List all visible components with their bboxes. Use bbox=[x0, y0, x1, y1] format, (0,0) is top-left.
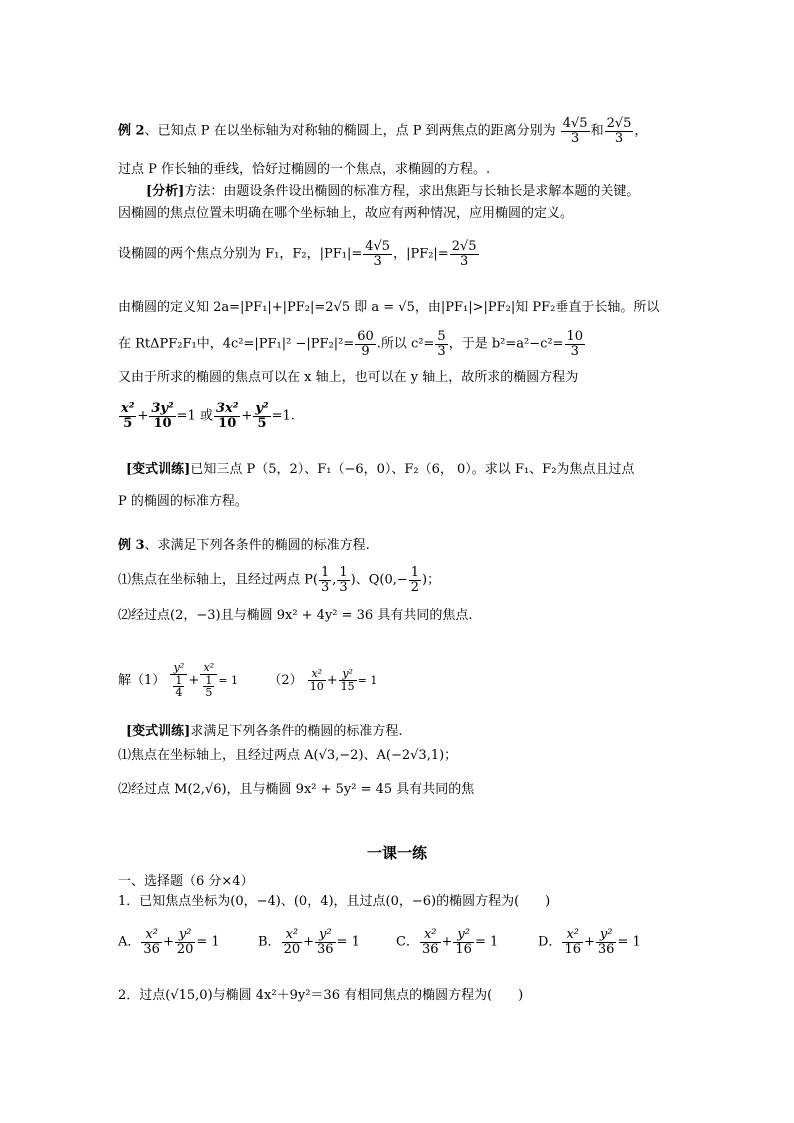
sol-a: 解（1） bbox=[118, 672, 166, 688]
den: 36 bbox=[597, 941, 615, 957]
num: x² bbox=[308, 668, 326, 681]
num: 4√5 bbox=[562, 116, 588, 131]
ex2-line2: 过点 P 作长轴的垂线，恰好过椭圆的一个焦点，求椭圆的方程。. bbox=[118, 162, 491, 177]
eq1: = 1 bbox=[617, 934, 641, 950]
den: 3 bbox=[339, 579, 348, 595]
frac-1-3b bbox=[337, 566, 349, 594]
num: 2√5 bbox=[606, 116, 632, 131]
option-b[interactable]: B． $\frac{\text{x²}}{20}$ + $\frac{\text{y²}}{36}$ = 1 bbox=[258, 927, 360, 957]
rt-b: .所以 c²= bbox=[376, 336, 435, 352]
also-line: 又由于所求的椭圆的焦点可以在 x 轴上，也可以在 y 轴上，故所求的椭圆方程为 bbox=[118, 370, 579, 385]
set-foci-line bbox=[118, 240, 480, 268]
den: 3 bbox=[570, 343, 579, 359]
num: 60 bbox=[357, 329, 374, 344]
ellipse-equations: $\frac{\text{x²}}{5}$ + $\frac{\text{3y²}}{10}$ =1 或 $\frac{\text{3x²}}{10}$ + $\frac{\text{y²}}{5}$ =1. bbox=[121, 401, 295, 431]
pf2-frac bbox=[450, 240, 479, 268]
num: y² bbox=[339, 668, 357, 681]
num: x² bbox=[420, 928, 441, 943]
den: 16 bbox=[455, 941, 472, 957]
frac-y2 bbox=[453, 928, 474, 956]
sol2-frac-x2 bbox=[308, 668, 326, 692]
num: x² bbox=[141, 928, 162, 943]
num: 3y² bbox=[151, 401, 174, 416]
set-mid: ，|PF₂|= bbox=[393, 246, 449, 262]
analysis-line2: 因椭圆的焦点位置未明确在哪个坐标轴上，故应有两种情况，应用椭圆的定义。 bbox=[118, 206, 574, 221]
option-label: A． bbox=[118, 934, 141, 950]
den: 10 bbox=[218, 415, 237, 431]
sol1-frac-y2 bbox=[170, 662, 187, 699]
frac-x2 bbox=[282, 928, 303, 956]
frac-10-3 bbox=[565, 330, 586, 358]
den: 16 bbox=[564, 941, 581, 957]
den: 3 bbox=[614, 130, 624, 146]
option-label: B． bbox=[258, 934, 281, 950]
variant2-condition2: ⑵经过点 M(2,√6)，且与椭圆 9x² + 5y² = 45 具有共同的焦 bbox=[118, 782, 475, 797]
analysis-tag: [分析] bbox=[146, 184, 185, 199]
den bbox=[200, 675, 217, 699]
den: 5 bbox=[257, 415, 267, 431]
ex2-frac1 bbox=[561, 117, 590, 145]
den: 3 bbox=[437, 343, 446, 359]
frac-y2 bbox=[175, 928, 196, 956]
eq1: = 1 bbox=[336, 934, 360, 950]
ex2-line1 bbox=[118, 117, 647, 145]
den bbox=[170, 675, 187, 699]
den: 15 bbox=[340, 679, 355, 693]
eq1: = 1 bbox=[218, 673, 239, 687]
den: 2 bbox=[410, 579, 420, 595]
den: 5 bbox=[123, 415, 133, 431]
definition-line: 由椭圆的定义知 2a=|PF₁|+|PF₂|=2√5 即 a = √5，由|PF₁|>|PF₂|知 PF₂垂直于长轴。所以 bbox=[118, 300, 660, 315]
option-label: D． bbox=[538, 934, 562, 950]
frac-1-2 bbox=[409, 566, 421, 594]
num: y² bbox=[170, 662, 187, 675]
ex3-line1 bbox=[118, 536, 370, 556]
den: 5 bbox=[205, 686, 213, 700]
rt-line bbox=[118, 330, 586, 358]
and: 和 bbox=[590, 123, 604, 139]
option-label: C． bbox=[396, 934, 419, 950]
num: y² bbox=[596, 928, 617, 943]
den: 20 bbox=[283, 941, 301, 957]
practice-section: 一、选择题（6 分×4） bbox=[118, 874, 254, 889]
variant1-tag: [变式训练] bbox=[126, 462, 191, 477]
num: 10 bbox=[566, 329, 584, 344]
num: 1 bbox=[410, 565, 420, 580]
den: 3 bbox=[459, 253, 469, 269]
ex3-condition2: ⑵经过点(2，−3)且与椭圆 9x² + 4y² = 36 具有共同的焦点. bbox=[118, 608, 473, 623]
frac-60-9 bbox=[355, 330, 376, 358]
sol-b: （2） bbox=[268, 672, 303, 688]
num: y² bbox=[255, 401, 269, 416]
frac-x2 bbox=[141, 928, 162, 956]
variant2-line bbox=[126, 722, 402, 742]
sol2-frac-y2 bbox=[339, 668, 357, 692]
num: 1 bbox=[339, 565, 348, 580]
analysis-text: 方法：由题设条件设出椭圆的标准方程，求出焦距与长轴长是求解本题的关键。 bbox=[184, 184, 640, 199]
frac-5-3 bbox=[435, 330, 447, 358]
eq-end: =1. bbox=[271, 408, 295, 424]
den: 10 bbox=[309, 679, 324, 693]
eq-frac-y2-5 bbox=[253, 402, 270, 430]
variant1-text: 已知三点 P（5，2）、F₁（−6，0）、F₂（6， 0）。求以 F₁、F₂为焦点且过点 bbox=[190, 462, 635, 477]
num: y² bbox=[453, 928, 474, 943]
comma: ， bbox=[634, 123, 648, 139]
frac-x2 bbox=[420, 928, 441, 956]
den: 36 bbox=[421, 941, 439, 957]
practice-title: 一课一练 bbox=[366, 844, 427, 862]
den: 10 bbox=[153, 415, 172, 431]
den: 3 bbox=[320, 579, 330, 595]
frac-1-5 bbox=[203, 675, 214, 699]
eq-frac-3y2-10 bbox=[149, 402, 175, 430]
analysis-line1 bbox=[146, 182, 639, 202]
num: x² bbox=[121, 401, 135, 416]
variant2-text: 求满足下列各条件的椭圆的标准方程. bbox=[190, 724, 403, 739]
frac-1-4 bbox=[173, 675, 184, 699]
sol1-frac-x2 bbox=[200, 662, 217, 699]
c1-c: )； bbox=[422, 572, 441, 588]
den: 36 bbox=[143, 941, 160, 957]
ex3-solution: 解（1） $\frac{\text{y²}}{\frac{1}{4}}$ + $\frac{\text{x²}}{\frac{1}{5}}$ = 1 （2） $\frac{\text{x²}}{10}$ + $\frac{\text{y²}}{15}$ = 1 bbox=[118, 661, 378, 700]
num: 1 bbox=[320, 565, 330, 580]
num: 5 bbox=[437, 329, 446, 344]
eq-frac-3x2-10 bbox=[214, 402, 241, 430]
eq1: = 1 bbox=[357, 673, 378, 687]
num: x² bbox=[282, 928, 303, 943]
eq1: = 1 bbox=[196, 934, 220, 950]
num: 3x² bbox=[215, 401, 239, 416]
num: 1 bbox=[205, 673, 213, 687]
eq1: = 1 bbox=[474, 934, 499, 950]
num: x² bbox=[562, 928, 583, 943]
num: 4√5 bbox=[365, 239, 391, 254]
ex3-condition1: ⑴焦点在坐标轴上，且经过两点 P( $\frac{1}{3}$ , $\frac{1}{3}$ )、Q(0,− $\frac{1}{2}$ )； bbox=[118, 565, 441, 595]
rt-c: ，于是 b²=a²−c²= bbox=[448, 336, 564, 352]
num: x² bbox=[200, 662, 217, 675]
frac-y2 bbox=[596, 928, 617, 956]
num: y² bbox=[315, 928, 336, 943]
option-a[interactable]: A． $\frac{\text{x²}}{36}$ + $\frac{\text{y²}}{20}$ = 1 bbox=[118, 927, 220, 957]
option-d[interactable]: D． $\frac{\text{x²}}{16}$ + $\frac{\text{y²}}{36}$ = 1 bbox=[538, 927, 641, 957]
den: 3 bbox=[571, 130, 580, 146]
den: 36 bbox=[317, 941, 334, 957]
set-text: 设椭圆的两个焦点分别为 F₁，F₂，|PF₁|= bbox=[118, 246, 363, 262]
frac-x2 bbox=[562, 928, 583, 956]
ex3-text: 、求满足下列各条件的椭圆的标准方程. bbox=[144, 538, 370, 553]
c1-a: ⑴焦点在坐标轴上，且经过两点 P( bbox=[118, 572, 318, 588]
frac-y2 bbox=[315, 928, 336, 956]
rt-a: 在 RtΔPF₂F₁中，4c²=|PF₁|² −|PF₂|²= bbox=[118, 336, 355, 352]
ex3-label: 例 3 bbox=[118, 538, 145, 553]
den: 9 bbox=[361, 343, 370, 359]
variant1-line1 bbox=[126, 460, 634, 480]
eq-or: =1 或 bbox=[176, 408, 213, 424]
variant2-tag: [变式训练] bbox=[126, 724, 191, 739]
option-c[interactable]: C． $\frac{\text{x²}}{36}$ + $\frac{\text{y²}}{16}$ = 1 bbox=[396, 927, 499, 957]
question-1: 1．已知焦点坐标为(0，−4)、(0，4)，且过点(0，−6)的椭圆方程为( ) bbox=[118, 894, 551, 909]
ex2-text1: 、已知点 P 在以坐标轴为对称轴的椭圆上，点 P 到两焦点的距离分别为 bbox=[144, 123, 556, 139]
num: y² bbox=[175, 928, 196, 943]
variant2-condition1: ⑴焦点在坐标轴上，且经过两点 A(√3,−2)、A(−2√3,1)； bbox=[118, 748, 458, 763]
question-2: 2．过点(√15,0)与椭圆 4x²＋9y²＝36 有相同焦点的椭圆方程为( ) bbox=[118, 988, 524, 1003]
num: 1 bbox=[175, 673, 183, 687]
pf1-frac bbox=[363, 240, 392, 268]
den: 3 bbox=[373, 253, 382, 269]
ex2-label: 例 2 bbox=[118, 123, 145, 139]
variant1-line2: P 的椭圆的标准方程。 bbox=[118, 494, 248, 509]
ex2-frac2 bbox=[605, 117, 634, 145]
c1-b: )、Q(0,− bbox=[350, 572, 408, 588]
den: 20 bbox=[176, 941, 194, 957]
den: 4 bbox=[175, 686, 183, 700]
frac-1-3a bbox=[319, 566, 331, 594]
eq-frac-x2-5 bbox=[119, 402, 136, 430]
num: 2√5 bbox=[451, 239, 477, 254]
